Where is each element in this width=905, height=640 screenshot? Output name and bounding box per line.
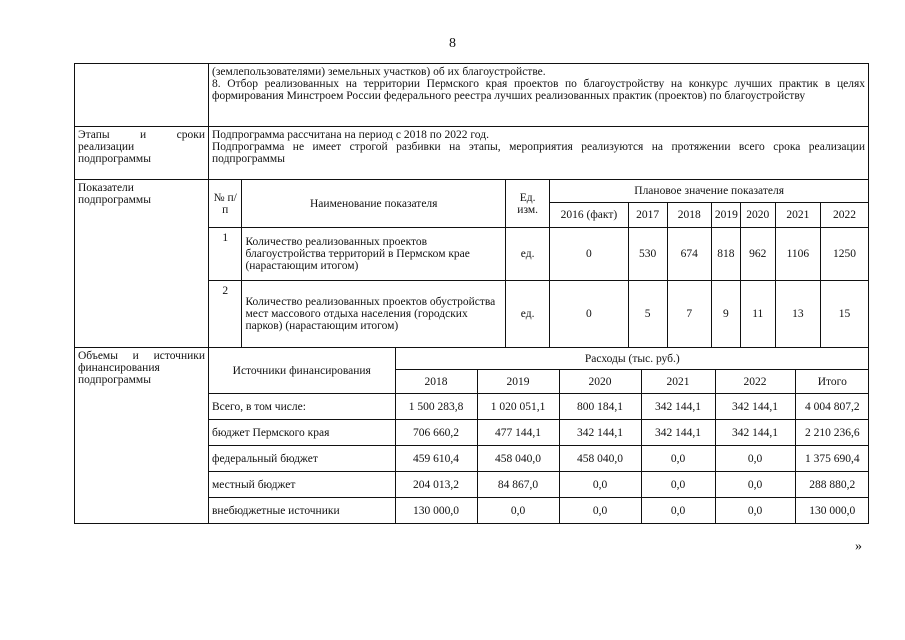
source-name: федеральный бюджет [209, 446, 395, 472]
page-number: 8 [449, 36, 456, 51]
stages-line-2: Подпрограмма не имеет строгой разбивки на этапы, мероприятия реализуются на протяжении всего срока реализации подпрограммы [212, 141, 865, 165]
subprogram-passport-table [74, 63, 869, 524]
indicator-year-header: 2021 [775, 203, 820, 228]
indicator-num: 2 [209, 281, 242, 348]
financing-year-header: 2021 [641, 370, 715, 394]
indicator-row [209, 228, 868, 281]
indicator-value: 13 [775, 281, 820, 348]
amount: 342 144,1 [559, 420, 641, 446]
amount: 204 013,2 [395, 472, 477, 498]
indicators-label: Показатели подпрограммы [75, 180, 209, 348]
indicator-year-header: 2022 [821, 203, 868, 228]
indicator-value: 0 [550, 281, 628, 348]
financing-data-row [209, 446, 869, 472]
amount: 800 184,1 [559, 394, 641, 420]
financing-year-header: 2020 [559, 370, 641, 394]
amount: 342 144,1 [715, 420, 795, 446]
financing-cell [209, 348, 869, 524]
amount: 342 144,1 [715, 394, 795, 420]
empty-label-cell [75, 64, 209, 127]
stages-line-1: Подпрограмма рассчитана на период с 2018 по 2022 год. [212, 129, 489, 141]
amount: 0,0 [715, 472, 795, 498]
amount: 342 144,1 [641, 394, 715, 420]
financing-year-header: 2022 [715, 370, 795, 394]
closing-quote-mark: » [855, 539, 862, 554]
indicator-value: 11 [740, 281, 775, 348]
amount: 130 000,0 [395, 498, 477, 524]
amount: 0,0 [477, 498, 559, 524]
amount: 1 500 283,8 [395, 394, 477, 420]
indicator-value: 9 [711, 281, 740, 348]
amount: 1 020 051,1 [477, 394, 559, 420]
source-name: бюджет Пермского края [209, 420, 395, 446]
indicator-value: 530 [628, 228, 667, 281]
indicator-num-header: № п/п [209, 180, 242, 228]
indicators-cell [209, 180, 869, 348]
sources-header: Источники финансирования [209, 348, 395, 394]
indicator-year-header: 2018 [667, 203, 711, 228]
financing-data-row [209, 420, 869, 446]
amount-total: 130 000,0 [795, 498, 869, 524]
indicator-year-header: 2016 (факт) [550, 203, 628, 228]
indicators-table [209, 180, 868, 347]
source-name: местный бюджет [209, 472, 395, 498]
financing-label: Объемы и источники финансирования подпрограммы [75, 348, 209, 524]
stages-text [209, 127, 869, 180]
continuation-line-1: (землепользователями) земельных участков) об их благоустройстве. [212, 66, 546, 78]
financing-year-header: 2018 [395, 370, 477, 394]
indicator-name: Количество реализованных проектов обустройства мест массового отдыха населения (городских парков) (нарастающим итогом) [242, 281, 506, 348]
indicator-name-header: Наименование показателя [242, 180, 506, 228]
indicator-name: Количество реализованных проектов благоустройства территорий в Пермском крае (нарастающим итогом) [242, 228, 506, 281]
amount: 342 144,1 [641, 420, 715, 446]
indicator-value: 962 [740, 228, 775, 281]
amount: 0,0 [559, 498, 641, 524]
amount: 477 144,1 [477, 420, 559, 446]
indicator-value: 15 [821, 281, 868, 348]
financing-table [209, 348, 869, 523]
source-name: Всего, в том числе: [209, 394, 395, 420]
indicator-year-header: 2020 [740, 203, 775, 228]
indicator-year-header: 2017 [628, 203, 667, 228]
indicator-unit-header: Ед. изм. [506, 180, 550, 228]
financing-data-row [209, 472, 869, 498]
planned-value-header: Плановое значение показателя [550, 180, 868, 203]
amount: 459 610,4 [395, 446, 477, 472]
amount: 0,0 [715, 446, 795, 472]
indicator-unit: ед. [506, 281, 550, 348]
amount: 0,0 [641, 446, 715, 472]
indicator-value: 1106 [775, 228, 820, 281]
indicator-value: 7 [667, 281, 711, 348]
amount: 0,0 [559, 472, 641, 498]
financing-total-header: Итого [795, 370, 869, 394]
amount-total: 2 210 236,6 [795, 420, 869, 446]
amount: 458 040,0 [559, 446, 641, 472]
amount-total: 4 004 807,2 [795, 394, 869, 420]
continuation-text [209, 64, 869, 127]
amount: 84 867,0 [477, 472, 559, 498]
financing-year-header: 2019 [477, 370, 559, 394]
amount-total: 288 880,2 [795, 472, 869, 498]
amount-total: 1 375 690,4 [795, 446, 869, 472]
stages-row [75, 127, 869, 180]
indicator-year-header: 2019 [711, 203, 740, 228]
source-name: внебюджетные источники [209, 498, 395, 524]
indicator-row [209, 281, 868, 348]
continuation-row [75, 64, 869, 127]
indicator-num: 1 [209, 228, 242, 281]
amount: 0,0 [641, 498, 715, 524]
financing-data-row [209, 394, 869, 420]
indicator-unit: ед. [506, 228, 550, 281]
amount: 706 660,2 [395, 420, 477, 446]
financing-row [75, 348, 869, 524]
indicator-value: 674 [667, 228, 711, 281]
expenses-header: Расходы (тыс. руб.) [395, 348, 869, 370]
indicators-row [75, 180, 869, 348]
stages-label: Этапы и сроки реализации подпрограммы [75, 127, 209, 180]
indicator-value: 818 [711, 228, 740, 281]
amount: 0,0 [715, 498, 795, 524]
financing-data-row [209, 498, 869, 524]
indicator-value: 1250 [821, 228, 868, 281]
amount: 0,0 [641, 472, 715, 498]
indicator-value: 0 [550, 228, 628, 281]
amount: 458 040,0 [477, 446, 559, 472]
continuation-line-2: 8. Отбор реализованных на территории Пермского края проектов по благоустройству на конкурс лучших практик в целях формирования Минстроем России федерального реестра лучших реализованных практик (проектов) по благоустройству [212, 78, 865, 102]
indicator-value: 5 [628, 281, 667, 348]
